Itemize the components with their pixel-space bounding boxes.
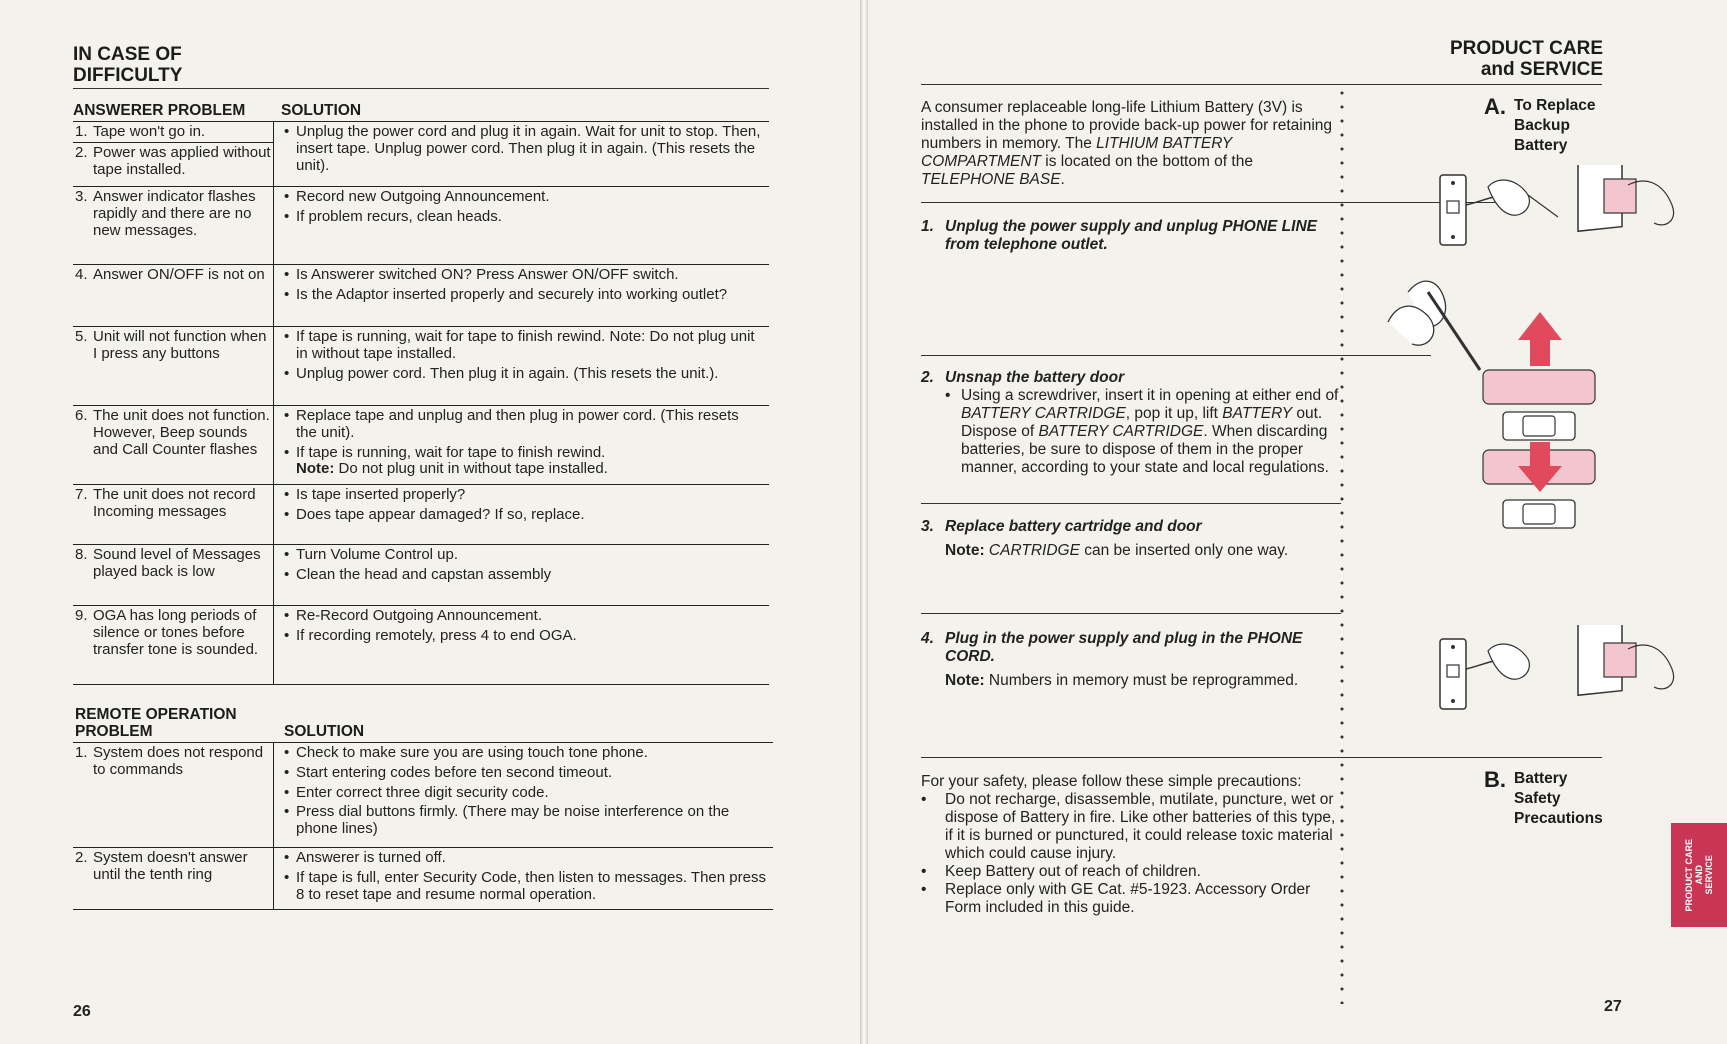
solution-cell: • Check to make sure you are using touch tone phone. • Start entering codes before ten second timeout. • Enter correct three digit security code. • Press dial buttons firmly. (There may be noise interference on the phone lines) [284,744,730,838]
left-page [0,0,860,1044]
section-a-heading: A. To Replace Backup Battery [1484,94,1596,154]
problem-cell: 4. Answer ON/OFF is not on [73,265,274,326]
list-item: • Replace only with GE Cat. #5-1923. Accessory Order Form included in this guide. [921,881,1311,916]
unplug-cords-illustration [1428,165,1708,275]
battery-intro: A consumer replaceable long-life Lithium Battery (3V) is installed in the phone to provide back-up power for retaining numbers in memory. The LITHIUM BATTERY COMPARTMENT is located on the bottom of the TELEPHONE BASE. [921,99,1333,188]
problem-cell: 8. Sound level of Messages played back is low [73,545,274,605]
problem-cell: 1. System does not respond to commands [73,743,274,847]
problem-cell: 1. Tape won't go in. 2. Power was applied without tape installed. [73,122,274,186]
section-rule [921,757,1602,758]
problem-cell: 7. The unit does not record Incoming messages [73,485,274,544]
table-row [73,186,769,264]
battery-replace-illustration [1368,262,1618,552]
solution-cell: • Is tape inserted properly? • Does tape appear damaged? If so, replace. [284,486,585,523]
problem-cell: 3. Answer indicator flashes rapidly and there are no new messages. [73,187,274,264]
step-1: 1. Unplug the power supply and unplug PHONE LINE from telephone outlet. [921,218,1317,253]
remote-solution-header: SOLUTION [284,723,365,740]
answerer-solution-header: SOLUTION [281,102,362,119]
step-rule [921,613,1341,614]
problem-cell: 5. Unit will not function when I press any buttons [73,327,274,405]
remote-problem-header: REMOTE OPERATION PROBLEM [75,706,237,740]
solution-cell: • Replace tape and unplug and then plug in power cord. (This resets the unit). • If tape is running, wait for tape to finish rewind. Note: Do not plug unit in without tape installed. [284,407,739,478]
solution-cell: • Record new Outgoing Announcement. • If problem recurs, clean heads. [284,188,550,225]
table-row [73,847,773,909]
problem-cell: 2. System doesn't answer until the tenth ring [73,848,274,909]
step-rule [921,503,1341,504]
plug-in-cords-illustration [1428,625,1708,735]
title-rule [73,88,769,89]
list-item: • Keep Battery out of reach of children. [921,863,1201,880]
table-row [73,544,769,605]
right-page [868,0,1727,1044]
left-page-title: IN CASE OF DIFFICULTY [73,44,183,86]
table-row [73,264,769,326]
page-number-right: 27 [1604,998,1622,1015]
step-3: 3. Replace battery cartridge and door Note: CARTRIDGE can be inserted only one way. [921,518,1289,559]
solution-cell: • If tape is running, wait for tape to finish rewind. Note: Do not plug unit in without tape installed. • Unplug power cord. Then plug it in again. (This resets the unit.). [284,328,755,382]
table-row [73,605,769,684]
section-b-heading: B. Battery Safety Precautions [1484,767,1603,827]
list-item: • Do not recharge, disassemble, mutilate, puncture, wet or dispose of Battery in fire. Like other batteries of this type, if it is burned or punctured, it could release toxic material which could cause injury. [921,791,1336,862]
solution-cell: • Unplug the power cord and plug it in again. Wait for unit to stop. Then, insert tape. Unplug power cord. Then plug it in again. (This resets the unit). [284,123,761,174]
step-4: 4. Plug in the power supply and plug in the PHONE CORD. Note: Numbers in memory must be reprogrammed. [921,630,1303,689]
solution-cell: • Turn Volume Control up. • Clean the head and capstan assembly [284,546,552,583]
solution-cell: • Is Answerer switched ON? Press Answer ON/OFF switch. • Is the Adaptor inserted properly and securely into working outlet? [284,266,728,303]
table-row [73,743,773,847]
table-row [73,326,769,405]
safety-precautions: For your safety, please follow these simple precautions: • Do not recharge, disassemble, mutilate, puncture, wet or dispose of Battery in fire. Like other batteries of this type, if it is burned or punctured, it could release toxic material which could cause injury. • Keep Battery out of reach of children. • Replace only with GE Cat. #5-1923. Accessory Order Form included in this guide. [921,773,1341,917]
answerer-table [73,121,769,685]
problem-cell: 9. OGA has long periods of silence or tones before transfer tone is sounded. [73,606,274,684]
remote-table [73,742,773,910]
problem-cell: 6. The unit does not function. However, Beep sounds and Call Counter flashes [73,406,274,484]
table-row [73,405,769,484]
solution-cell: • Answerer is turned off. • If tape is full, enter Security Code, then listen to messages. Then press 8 to reset tape and resume normal operation. [284,849,766,903]
table-row [73,122,769,186]
solution-cell: • Re-Record Outgoing Announcement. • If recording remotely, press 4 to end OGA. [284,607,577,644]
section-side-tab: PRODUCT CARE AND SERVICE [1671,823,1727,927]
right-page-title: PRODUCT CARE and SERVICE [1449,38,1603,80]
title-rule [921,84,1602,85]
table-row [73,484,769,544]
step-rule [921,202,1499,203]
answerer-problem-header: ANSWERER PROBLEM [73,102,246,119]
book-gutter [860,0,868,1044]
step-rule [921,355,1431,356]
page-number-left: 26 [73,1003,91,1020]
step-2: 2. Unsnap the battery door • Using a screwdriver, insert it in opening at either end of BATTERY CARTRIDGE, pop it up, lift BATTERY out. Dispose of BATTERY CARTRIDGE. When discarding batteries, be sure to dispose of them in the proper manner, according to your state and local regulations. [921,369,1339,476]
